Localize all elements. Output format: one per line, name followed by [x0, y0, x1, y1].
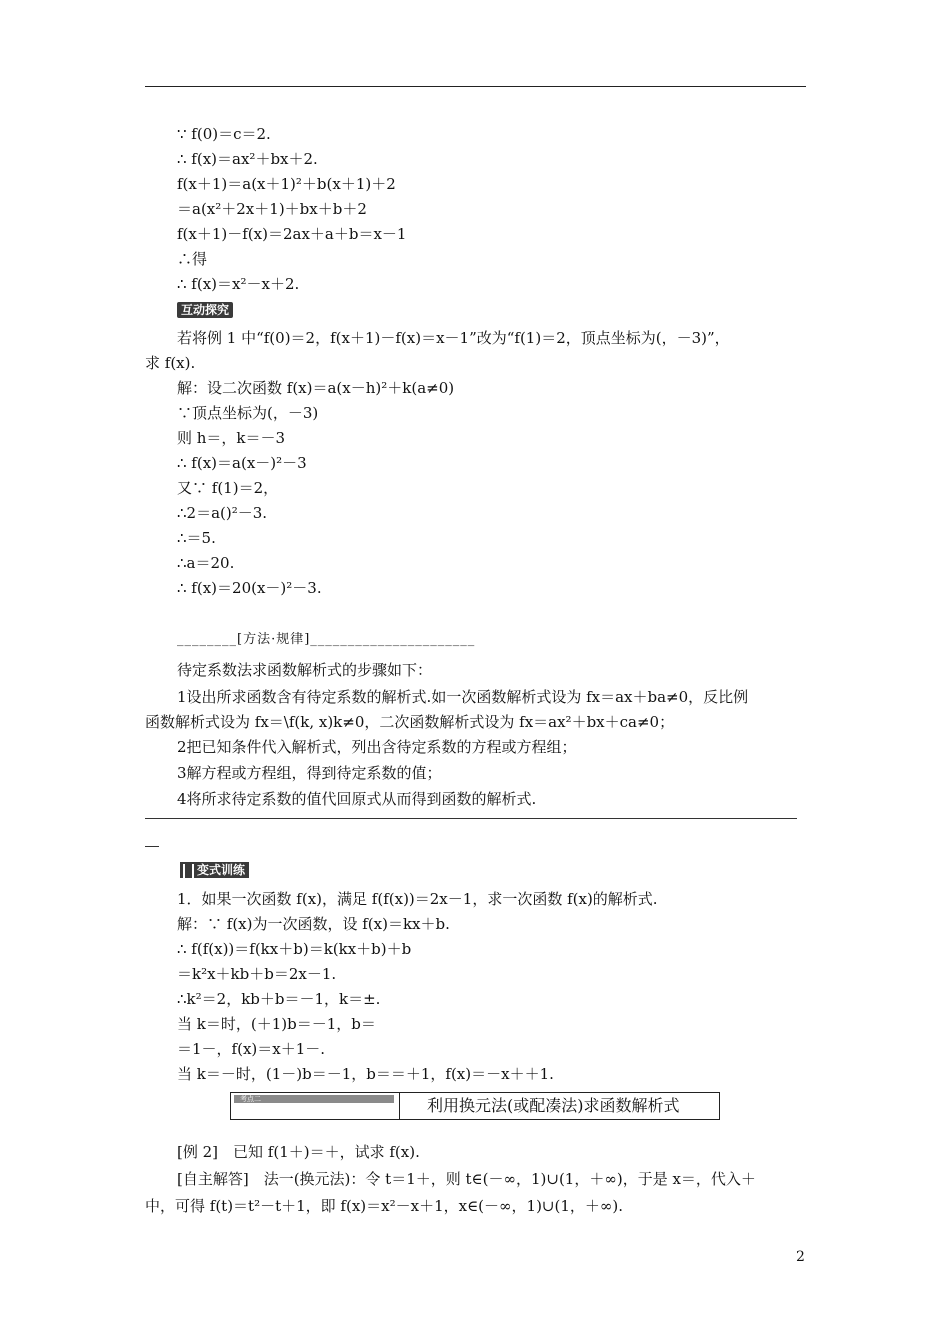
text-line: 3解方程或方程组，得到待定系数的值；	[177, 764, 442, 782]
interactive-badge: 互动探究	[177, 302, 233, 318]
method-rule-heading: ________[方法·规律]______________________	[177, 632, 476, 647]
text-line: ∴ f(x)＝ax²＋bx＋2.	[177, 150, 318, 168]
text-line: 当 k＝－时，(1－)b＝－1，b＝＝＋1，f(x)＝－x＋＋1.	[177, 1065, 554, 1083]
divider-line	[145, 846, 159, 847]
text-line: [自主解答] 法一(换元法)：令 t＝1＋，则 t∈(－∞，1)∪(1，＋∞)，于是 x＝，代入＋	[177, 1170, 756, 1188]
text-line: ∵ f(0)＝c＝2.	[177, 125, 271, 143]
topic-tag-label: 考点二	[240, 1095, 261, 1103]
variant-badge-label: 变式训练	[197, 863, 246, 877]
text-line: 1设出所求函数含有待定系数的解析式.如一次函数解析式设为 fx＝ax＋ba≠0，反比例	[177, 688, 749, 706]
topic-title: 利用换元法(或配凑法)求函数解析式	[427, 1096, 680, 1115]
text-line: ＝a(x²＋2x＋1)＋bx＋b＋2	[177, 200, 367, 218]
divider-line	[145, 818, 797, 819]
text-line: 则 h＝，k＝－3	[177, 429, 286, 447]
text-line: ∴ f(f(x))＝f(kx＋b)＝k(kx＋b)＋b	[177, 940, 412, 958]
text-line: ∴得	[177, 250, 208, 268]
text-line: ∴＝5.	[177, 529, 216, 547]
header-rule	[145, 86, 806, 87]
text-line: f(x＋1)＝a(x＋1)²＋b(x＋1)＋2	[177, 175, 396, 193]
text-line: 若将例 1 中“f(0)＝2，f(x＋1)－f(x)＝x－1”改为“f(1)＝2，顶点坐标为(，－3)”，	[177, 329, 730, 347]
text-line: 函数解析式设为 fx＝\f(k, x)k≠0，二次函数解析式设为 fx＝ax²＋bx＋ca≠0；	[145, 713, 675, 731]
topic-tag-cell	[231, 1093, 400, 1119]
text-line: 解：∵ f(x)为一次函数，设 f(x)＝kx＋b.	[177, 915, 450, 933]
text-line: 解：设二次函数 f(x)＝a(x－h)²＋k(a≠0)	[177, 379, 455, 397]
text-line: 2把已知条件代入解析式，列出含待定系数的方程或方程组；	[177, 738, 577, 756]
text-line: ＝1－，f(x)＝x＋1－.	[177, 1040, 326, 1058]
variant-badge	[180, 862, 249, 878]
text-line: ∴ f(x)＝x²－x＋2.	[177, 275, 300, 293]
text-line: ∴a＝20.	[177, 554, 235, 572]
text-line: 中，可得 f(t)＝t²－t＋1，即 f(x)＝x²－x＋1，x∈(－∞，1)∪(1，＋∞).	[145, 1197, 624, 1215]
text-line: [例 2] 已知 f(1＋)＝＋，试求 f(x).	[177, 1143, 420, 1161]
text-line: 4将所求待定系数的值代回原式从而得到函数的解析式.	[177, 790, 537, 808]
bars-icon	[183, 864, 194, 878]
text-line: f(x＋1)－f(x)＝2ax＋a＋b＝x－1	[177, 225, 407, 243]
text-line: ∴ f(x)＝a(x－)²－3	[177, 454, 307, 472]
text-line: 又∵ f(1)＝2，	[177, 479, 279, 497]
text-line: ∴k²＝2，kb＋b＝－1，k＝±.	[177, 990, 381, 1008]
topic-tag	[234, 1095, 394, 1103]
topic-box	[230, 1092, 720, 1120]
text-line: ＝k²x＋kb＋b＝2x－1.	[177, 965, 337, 983]
text-line: 当 k＝时，(＋1)b＝－1，b＝	[177, 1015, 376, 1033]
text-line: ∴2＝a()²－3.	[177, 504, 268, 522]
text-line: 1．如果一次函数 f(x)，满足 f(f(x))＝2x－1，求一次函数 f(x)的解析式.	[177, 890, 658, 908]
text-line: ∵顶点坐标为(，－3)	[177, 404, 319, 422]
text-line: 待定系数法求函数解析式的步骤如下：	[177, 661, 433, 679]
page-number: 2	[796, 1249, 805, 1265]
text-line: 求 f(x).	[145, 354, 196, 372]
text-line: ∴ f(x)＝20(x－)²－3.	[177, 579, 322, 597]
